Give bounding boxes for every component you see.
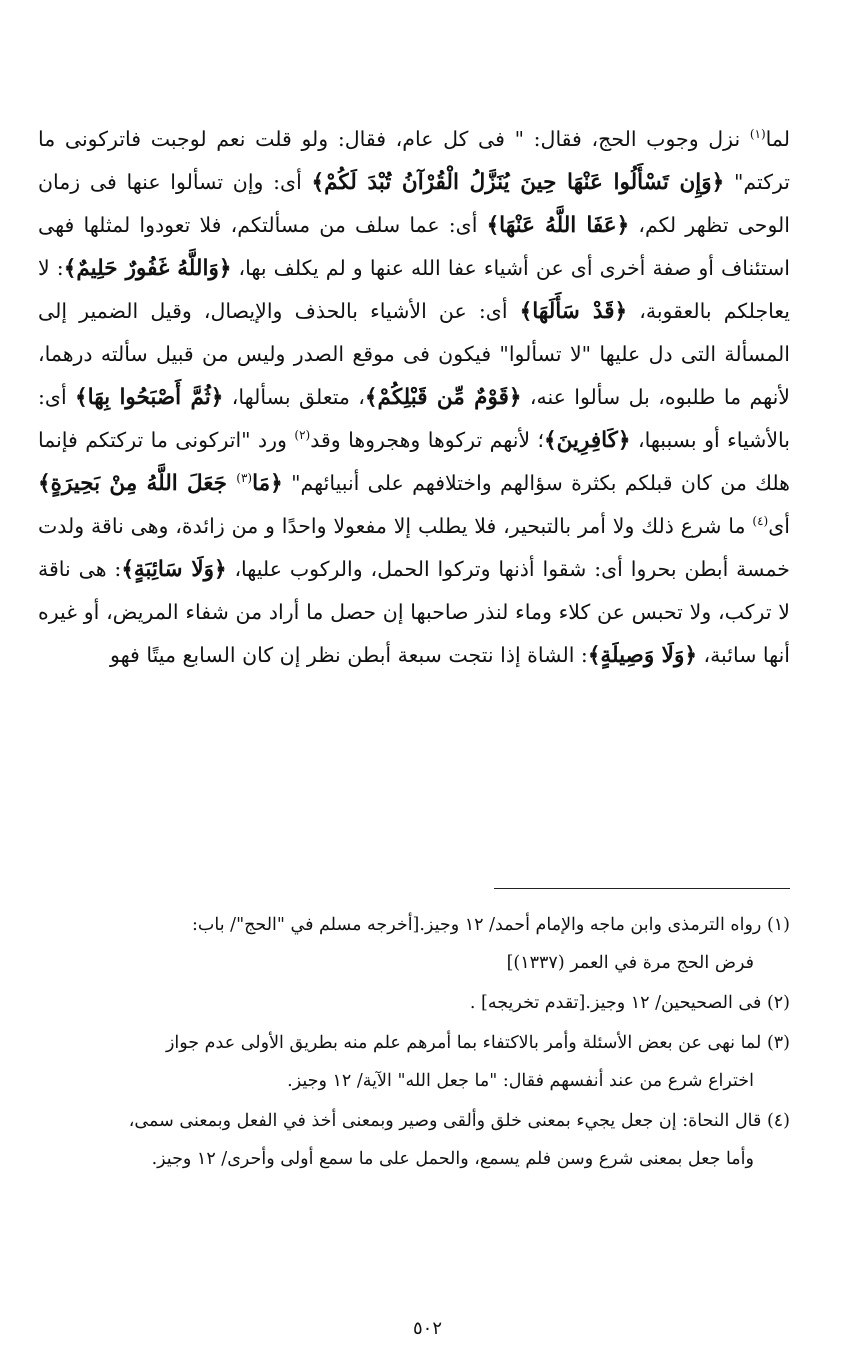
text-segment: أى: شقوا أذنها وتركوا الحمل، والركوب عليها،	[226, 557, 623, 581]
text-segment: أى	[768, 514, 790, 538]
text-segment: أنها سائبة،	[696, 643, 790, 667]
quran-quote: ﴿وَاللَّهُ غَفُورٌ حَلِيمٌ﴾	[63, 256, 232, 281]
text-segment: : الشاة إذا نتجت سبعة أبطن نظر إن كان السابع ميتًا فهو	[110, 643, 588, 667]
footnote	[30, 1102, 790, 1178]
footnote-ref: (١)	[749, 127, 766, 142]
text-segment: والإيصال، وقيل الضمير إلى المسألة التى دل عليها "لا تسألوا" فيكون فى موقع الصدر	[38, 299, 790, 366]
footnote-text: رواه الترمذى وابن ماجه والإمام أحمد/ ١٢ وجيز.[أخرجه مسلم في "الحج"/ باب:	[192, 915, 762, 935]
footnote-continuation: اختراع شرع من عند أنفسهم فقال: "ما جعل الله" الآية/ ١٢ وجيز.	[287, 1071, 754, 1091]
text-segment: ؛ لأنهم تركوها	[427, 428, 545, 452]
text-segment: بسألها،	[223, 385, 291, 409]
text-segment: أى: عن الأشياء بالحذف	[294, 299, 520, 323]
quran-quote: ﴿عَفَا اللَّهُ عَنْهَا﴾	[486, 213, 630, 238]
text-segment: : لا يعاجلكم بالعقوبة،	[38, 256, 790, 323]
main-text	[38, 118, 790, 677]
quran-quote: ﴿مَا	[252, 471, 283, 496]
footnote-ref: (٣)	[236, 471, 253, 486]
footnote-text: قال النحاة: إن جعل يجيء بمعنى خلق وألقى وصير وبمعنى أخذ في الفعل وبمعنى سمى،	[128, 1111, 762, 1131]
footnote-continuation: وأما جعل بمعنى شرع وسن فلم يسمع، والحمل على ما سمع أولى وأحرى/ ١٢ وجيز.	[151, 1149, 754, 1169]
quran-quote: ﴿ثُمَّ أَصْبَحُوا بِهَا﴾	[75, 385, 224, 410]
text-segment: واختلافهم على أنبيائهم"	[282, 471, 492, 495]
text-segment: نزل وجوب الحج، فقال: " فى كل عام، فقال: ولو قلت نعم لوجبت فاتركونى	[64, 127, 750, 151]
body-paragraph	[38, 118, 790, 677]
footnote-number: (٤)	[766, 1111, 790, 1131]
text-segment: ، متعلق	[298, 385, 365, 409]
text-segment: : هى ناقة لا تركب،	[38, 557, 790, 624]
text-segment: وليس من قبيل سألته درهما، لأنهم ما طلبوه، بل سألوا عنه،	[38, 342, 790, 409]
footnote-ref: (٢)	[294, 428, 311, 443]
quran-quote: ﴿كَافِرِينَ﴾	[544, 428, 631, 453]
quran-quote: ﴿وَلَا وَصِيلَةٍ﴾	[587, 643, 697, 668]
quran-quote: ﴿وَإِن تَسْأَلُوا عَنْهَا حِينَ يُنَزَّلُ الْقُرْآنُ تُبْدَ لَكُمْ﴾	[311, 170, 725, 195]
footnote-text: لما نهى عن بعض الأسئلة وأمر بالاكتفاء بما أمرهم علم منه بطريق الأولى عدم جواز	[165, 1033, 762, 1053]
quran-quote: ﴿قَدْ سَأَلَهَا﴾	[519, 299, 628, 324]
text-segment: أى: عما سلف من مسألتكم، فلا	[199, 213, 487, 237]
text-segment: وهجروها وقد	[310, 428, 421, 452]
text-segment: فى زمان الوحى تظهر لكم،	[38, 170, 790, 237]
footnote-divider	[494, 888, 790, 889]
footnote-number: (١)	[766, 915, 790, 935]
footnote-ref: (٤)	[752, 514, 769, 529]
text-segment: ورد "اتركونى ما تركتكم فإنما هلك من كان قبلكم بكثرة سؤالهم	[38, 428, 790, 495]
footnote	[30, 1024, 790, 1100]
text-segment: ما تركتم"	[38, 127, 790, 194]
footnote-number: (٣)	[766, 1033, 790, 1053]
footnote	[30, 906, 790, 982]
quran-quote: ﴿قَوْمٌ مِّن قَبْلِكُمْ﴾	[364, 385, 522, 410]
text-segment: أى: وإن تسألوا عنها	[126, 170, 312, 194]
text-segment: ما شرع ذلك ولا أمر	[577, 514, 753, 538]
footnote-text: فى الصحيحين/ ١٢ وجيز.[تقدم تخريجه] .	[469, 993, 762, 1013]
text-segment: ولا تحبس عن كلاء وماء لنذر صاحبها إن حصل ما أراد من شفاء المريض، أو غيره	[38, 600, 712, 624]
text-segment: لما	[765, 127, 790, 151]
footnote-number: (٢)	[766, 993, 790, 1013]
text-segment: تعودوا لمثلها فهى استئناف أو صفة أخرى أى عن أشياء عفا الله عنها و لم يكلف بها،	[38, 213, 790, 280]
quran-quote: ﴿وَلَا سَائِبَةٍ﴾	[121, 557, 227, 582]
page-number: ٥٠٢	[412, 1318, 442, 1339]
text-segment: أى: بالأشياء أو بسببها،	[38, 385, 790, 452]
footnotes	[30, 906, 790, 1180]
quran-quote: جَعَلَ اللَّهُ مِنْ بَحِيرَةٍ﴾	[38, 471, 237, 496]
footnote-continuation: فرض الحج مرة في العمر (١٣٣٧)]	[506, 953, 754, 973]
text-segment: بالتبحير، فلا يطلب إلا مفعولا واحدًا و من زائدة، وهى ناقة ولدت خمسة أبطن بحروا	[38, 514, 790, 581]
footnote	[30, 984, 790, 1022]
